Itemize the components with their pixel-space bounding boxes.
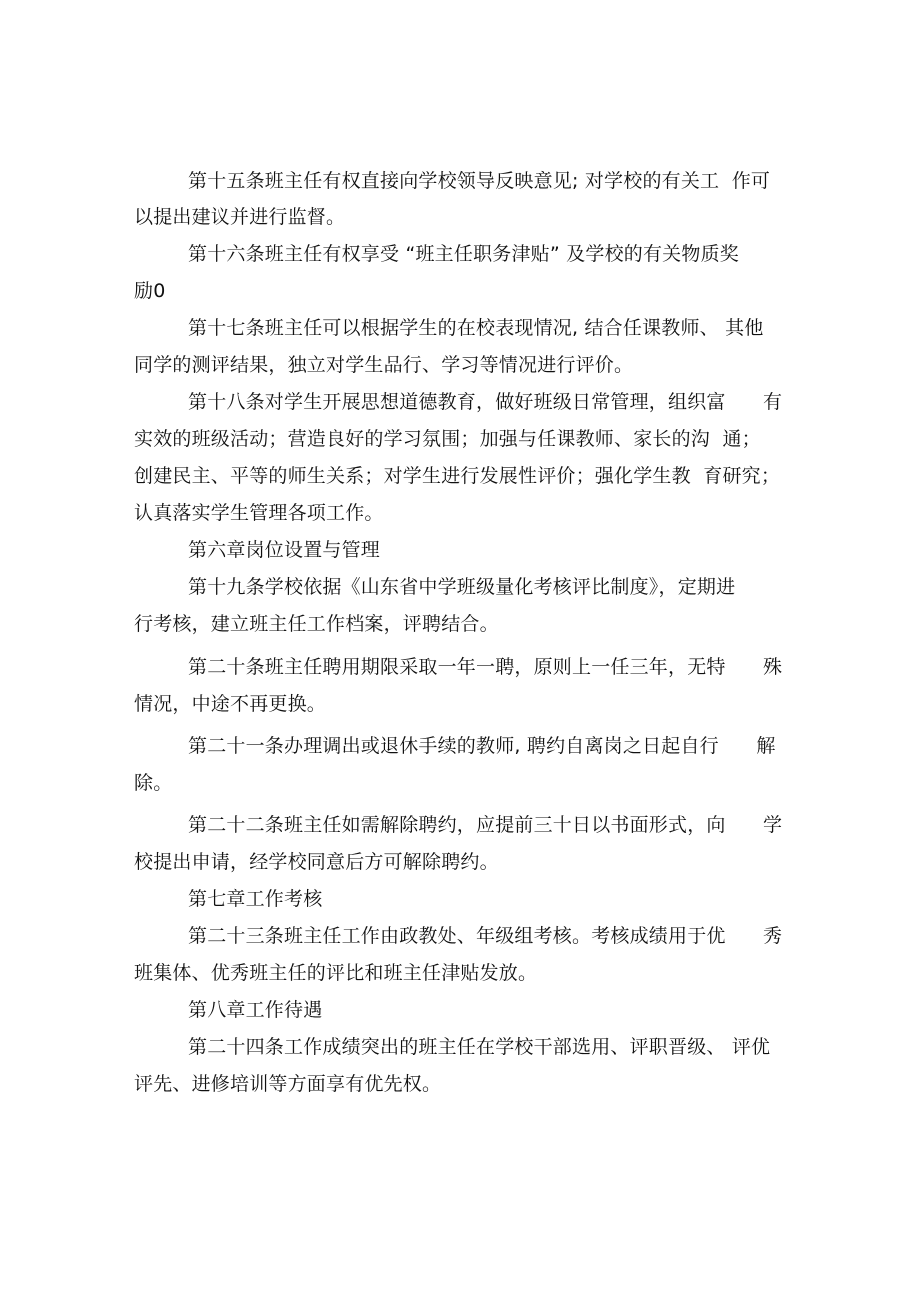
article-18-line-1: 第十八条对学生开展思想道德教育，做好班级日常管理，组织富 有: [188, 391, 783, 413]
article-20-line-1: 第二十条班主任聘用期限采取一年一聘，原则上一任三年，无特 殊: [188, 656, 783, 678]
article-18-line-2: 实效的班级活动；营造良好的学习氛围；加强与任课教师、家长的沟 通；: [134, 428, 761, 450]
article-24-line-1: 第二十四条工作成绩突出的班主任在学校干部选用、评职晋级、 评优: [188, 1036, 771, 1058]
article-21-line-1: 第二十一条办理调出或退休手续的教师, 聘约自离岗之日起自行 解: [188, 735, 776, 757]
article-24-line-2: 评先、进修培训等方面享有优先权。: [134, 1073, 442, 1095]
article-22-line-2: 校提出申请，经学校同意后方可解除聘约。: [134, 851, 499, 873]
chapter-7-heading: 第七章工作考核: [188, 888, 323, 910]
article-17-line-2: 同学的测评结果，独立对学生品行、学习等情况进行评价。: [134, 354, 634, 376]
article-15-line-1: 第十五条班主任有权直接向学校领导反映意见; 对学校的有关工 作可: [188, 170, 771, 192]
article-17-line-1: 第十七条班主任可以根据学生的在校表现情况, 结合任课教师、 其他: [188, 317, 764, 339]
article-20-line-2: 情况，中途不再更换。: [134, 693, 327, 715]
article-16-line-1: 第十六条班主任有权享受 “班主任职务津贴” 及学校的有关物质奖: [188, 243, 739, 265]
article-18-line-3: 创建民主、平等的师生关系；对学生进行发展性评价；强化学生教 育研究；: [134, 465, 781, 487]
chapter-8-heading: 第八章工作待遇: [188, 999, 323, 1021]
article-19-line-1: 第十九条学校依据《山东省中学班级量化考核评比制度》，定期进: [188, 576, 736, 598]
article-16-line-2: 励0: [134, 280, 166, 302]
article-23-line-2: 班集体、优秀班主任的评比和班主任津贴发放。: [134, 962, 538, 984]
article-23-line-1: 第二十三条班主任工作由政教处、年级组考核。考核成绩用于优 秀: [188, 925, 783, 947]
article-21-line-2: 除。: [134, 772, 173, 794]
article-18-line-4: 认真落实学生管理各项工作。: [134, 502, 384, 524]
chapter-6-heading: 第六章岗位设置与管理: [188, 539, 381, 561]
article-22-line-1: 第二十二条班主任如需解除聘约，应提前三十日以书面形式，向 学: [188, 814, 783, 836]
article-15-line-2: 以提出建议并进行监督。: [134, 206, 346, 228]
article-19-line-2: 行考核，建立班主任工作档案，评聘结合。: [134, 613, 499, 635]
